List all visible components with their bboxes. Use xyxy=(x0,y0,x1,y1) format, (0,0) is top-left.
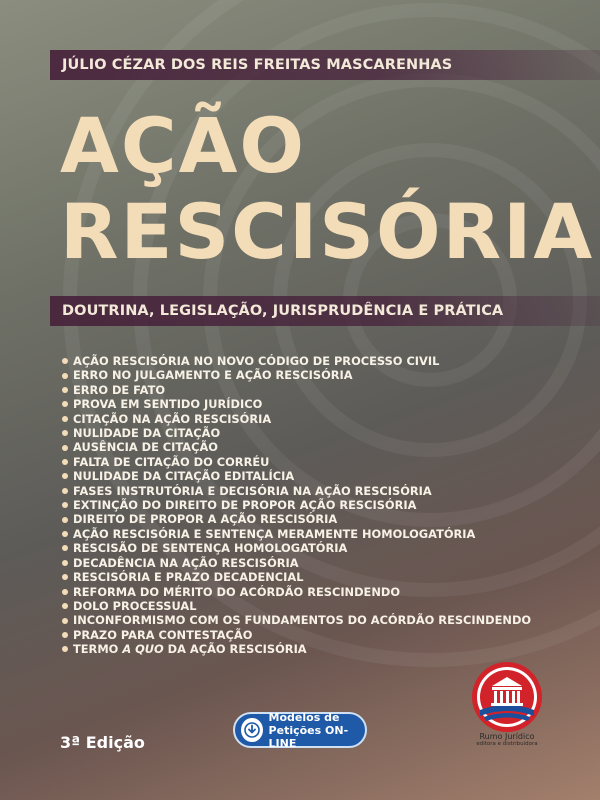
topic-item xyxy=(62,354,531,368)
author-name: JÚLIO CÉZAR DOS REIS FREITAS MASCARENHAS xyxy=(50,50,600,80)
topic-text: PROVA EM SENTIDO JURÍDICO xyxy=(73,397,263,412)
bullet-icon xyxy=(62,603,68,609)
topic-text: DECADÊNCIA NA AÇÃO RESCISÓRIA xyxy=(73,555,299,570)
topic-text: PRAZO PARA CONTESTAÇÃO xyxy=(73,627,253,642)
topic-text: NULIDADE DA CITAÇÃO EDITALÍCIA xyxy=(73,469,295,484)
topic-text: FASES INSTRUTÓRIA E DECISÓRIA NA AÇÃO RESCISÓRIA xyxy=(73,483,432,498)
bullet-icon xyxy=(62,560,68,566)
topic-text-after: DA AÇÃO RESCISÓRIA xyxy=(163,642,307,657)
topic-text: ERRO NO JULGAMENTO E AÇÃO RESCISÓRIA xyxy=(73,368,353,383)
bullet-icon xyxy=(62,416,68,422)
topic-text: NULIDADE DA CITAÇÃO xyxy=(73,426,221,441)
topic-text: AÇÃO RESCISÓRIA E SENTENÇA MERAMENTE HOMOLOGATÓRIA xyxy=(73,526,476,541)
topic-item xyxy=(62,426,531,440)
courthouse-icon xyxy=(470,660,544,734)
topic-item xyxy=(62,556,531,570)
topic-item xyxy=(62,527,531,541)
topic-text: FALTA DE CITAÇÃO DO CORRÉU xyxy=(73,454,270,469)
bullet-icon xyxy=(62,589,68,595)
bullet-icon xyxy=(62,488,68,494)
topic-text: REFORMA DO MÉRITO DO ACÓRDÃO RESCINDENDO xyxy=(73,584,400,599)
topic-text-before: TERMO xyxy=(73,642,123,657)
topic-text: EXTINÇÃO DO DIREITO DE PROPOR AÇÃO RESCISÓRIA xyxy=(73,498,417,513)
topic-text: ERRO DE FATO xyxy=(73,382,166,397)
bullet-icon xyxy=(62,459,68,465)
publisher-name: Rumo Jurídico xyxy=(479,732,535,741)
bullet-icon xyxy=(62,401,68,407)
topic-text: INCONFORMISMO COM OS FUNDAMENTOS DO ACÓRDÃO RESCINDENDO xyxy=(73,613,532,628)
subtitle: DOUTRINA, LEGISLAÇÃO, JURISPRUDÊNCIA E PRÁTICA xyxy=(50,296,600,326)
bullet-icon xyxy=(62,358,68,364)
topic-text: RESCISÓRIA E PRAZO DECADENCIAL xyxy=(73,570,304,585)
topic-item xyxy=(62,412,531,426)
bullet-icon xyxy=(62,430,68,436)
topic-item xyxy=(62,498,531,512)
topic-item xyxy=(62,397,531,411)
topic-text xyxy=(73,642,307,656)
bullet-icon xyxy=(62,517,68,523)
topic-item xyxy=(62,541,531,555)
topic-text: AÇÃO RESCISÓRIA NO NOVO CÓDIGO DE PROCESSO CIVIL xyxy=(73,354,440,368)
bullet-icon xyxy=(62,373,68,379)
topic-item xyxy=(62,570,531,584)
badge-text xyxy=(269,711,365,750)
topic-item xyxy=(62,628,531,642)
bullet-icon xyxy=(62,531,68,537)
badge-line-2: Petições ON-LINE xyxy=(268,723,349,750)
bullet-icon xyxy=(62,646,68,652)
topic-item xyxy=(62,512,531,526)
topic-item xyxy=(62,455,531,469)
bullet-icon xyxy=(62,632,68,638)
topic-item xyxy=(62,469,531,483)
topic-text: CITAÇÃO NA AÇÃO RESCISÓRIA xyxy=(73,411,272,426)
download-icon xyxy=(241,718,263,742)
topic-item xyxy=(62,368,531,382)
topic-item xyxy=(62,613,531,627)
topic-text-italic: A QUO xyxy=(122,642,164,657)
topic-item xyxy=(62,383,531,397)
topic-text: DOLO PROCESSUAL xyxy=(73,598,197,613)
topic-item xyxy=(62,585,531,599)
edition-label: 3ª Edição xyxy=(60,733,145,752)
bullet-icon xyxy=(62,502,68,508)
title-line-2: RESCISÓRIA xyxy=(60,187,595,276)
topic-item xyxy=(62,440,531,454)
title-line-1: AÇÃO xyxy=(60,101,307,190)
bullet-icon xyxy=(62,618,68,624)
topic-text: AUSÊNCIA DE CITAÇÃO xyxy=(73,440,218,455)
bullet-icon xyxy=(62,545,68,551)
publisher-tagline: editora e distribuidora xyxy=(476,741,538,747)
bullet-icon xyxy=(62,387,68,393)
online-models-badge[interactable] xyxy=(233,712,367,748)
topic-item xyxy=(62,484,531,498)
topic-text: RESCISÃO DE SENTENÇA HOMOLOGATÓRIA xyxy=(73,541,348,556)
topic-text: DIREITO DE PROPOR A AÇÃO RESCISÓRIA xyxy=(73,512,338,527)
topic-item-last xyxy=(62,642,531,656)
bullet-icon xyxy=(62,473,68,479)
badge-line-1: Modelos de xyxy=(268,710,340,724)
topic-item xyxy=(62,599,531,613)
topic-list xyxy=(62,354,531,657)
bullet-icon xyxy=(62,574,68,580)
bullet-icon xyxy=(62,445,68,451)
